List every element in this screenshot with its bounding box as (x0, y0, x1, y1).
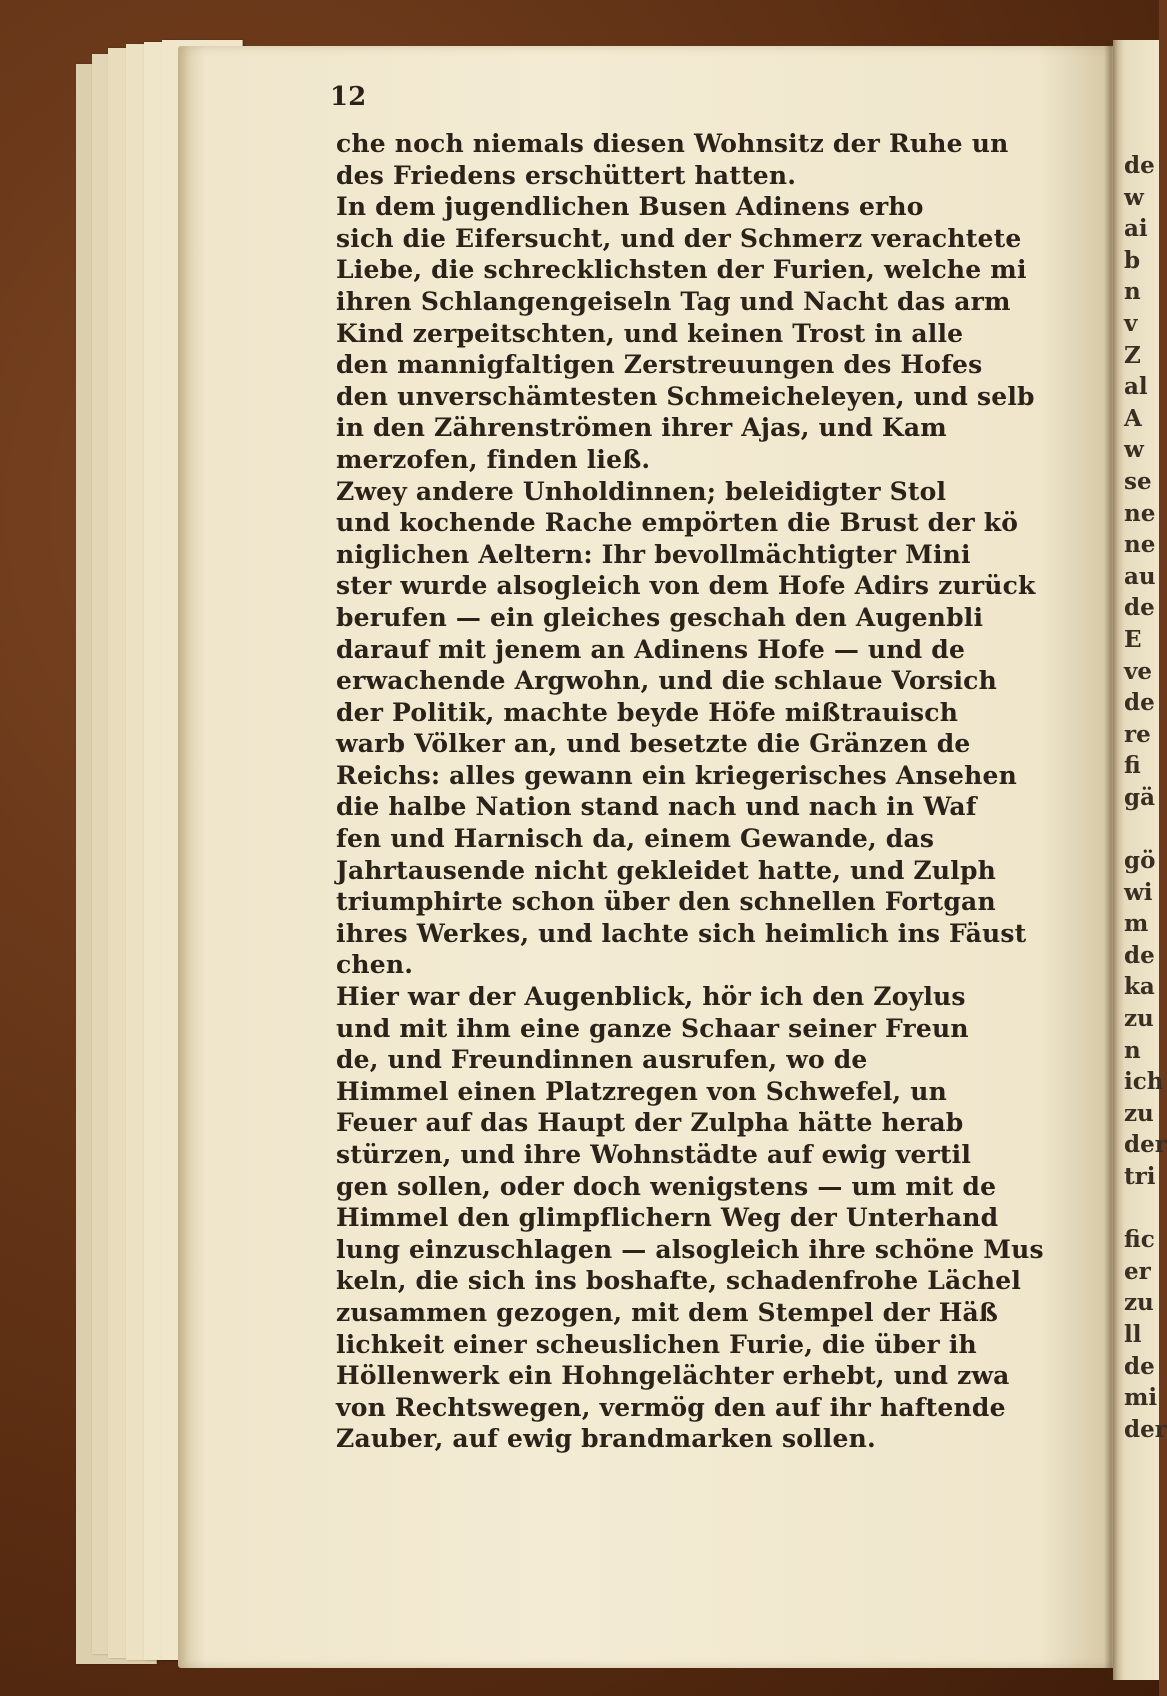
text-line: der Politik, machte beyde Höfe mißtrauisch (336, 697, 959, 727)
text-line: Jahrtausende nicht gekleidet hatte, und Zulph (336, 855, 997, 885)
facing-page-fragment: de (1124, 1352, 1155, 1380)
facing-page-text-fragments (1124, 150, 1167, 1445)
facing-page-fragment: de (1124, 594, 1155, 622)
facing-page-fragment: mi (1124, 1384, 1158, 1412)
facing-page-fragment: fic (1124, 1226, 1155, 1254)
text-line: keln, die sich ins boshafte, schadenfrohe Lächel (336, 1266, 1022, 1296)
text-line: Höllenwerk ein Hohngelächter erhebt, und zwa (336, 1361, 1010, 1391)
facing-page-fragment: gö (1124, 847, 1156, 875)
text-line: stürzen, und ihre Wohnstädte auf ewig vertil (336, 1140, 972, 1169)
facing-page-fragment: m (1124, 910, 1149, 938)
facing-page-fragment: tri (1124, 1163, 1156, 1190)
facing-page-fragment: er (1124, 1257, 1151, 1285)
body-text (336, 128, 1152, 1455)
text-line: lung einzuschlagen — alsogleich ihre schöne Mus (336, 1234, 1044, 1264)
facing-page-fragment: ne (1124, 499, 1156, 527)
text-line: ster wurde alsogleich von dem Hofe Adirs zurück (336, 571, 1036, 601)
text-line: erwachende Argwohn, und die schlaue Vorsich (336, 666, 997, 696)
text-line: und mit ihm eine ganze Schaar seiner Freun (336, 1013, 969, 1043)
facing-page-fragment: gä (1124, 783, 1155, 811)
text-line: lichkeit einer scheuslichen Furie, die über ih (336, 1329, 977, 1359)
facing-page-fragment: zu (1124, 1099, 1154, 1127)
text-line: ihres Werkes, und lachte sich heimlich ins Fäust (336, 918, 1027, 948)
text-line: zusammen gezogen, mit dem Stempel der Häß (336, 1297, 999, 1327)
facing-page-fragment: der (1124, 1415, 1167, 1443)
facing-page-fragment: de (1124, 689, 1155, 717)
text-line: sich die Eifersucht, und der Schmerz verachtete (336, 223, 1022, 253)
text-line: Kind zerpeitschten, und keinen Trost in alle (336, 318, 964, 348)
text-line: in den Zährenströmen ihrer Ajas, und Kam (336, 413, 947, 443)
text-line: chen. (336, 950, 414, 980)
facing-page-fragment: n (1124, 1036, 1141, 1064)
facing-page-fragment: A (1124, 404, 1142, 432)
text-line: des Friedens erschüttert hatten. (336, 160, 797, 190)
text-line: merzofen, finden ließ. (336, 444, 651, 474)
text-line: Himmel den glimpflichern Weg der Unterhand (336, 1203, 999, 1233)
facing-page-fragment: Z (1124, 341, 1141, 369)
text-line: darauf mit jenem an Adinens Hofe — und de (336, 634, 966, 664)
text-line: niglichen Aeltern: Ihr bevollmächtigter Mini (336, 539, 971, 569)
text-line: und kochende Rache empörten die Brust der kö (336, 508, 1019, 538)
text-line: che noch niemals diesen Wohnsitz der Ruhe un (336, 129, 1009, 158)
text-line: Himmel einen Platzregen von Schwefel, un (336, 1076, 947, 1106)
facing-page-fragment: ich (1124, 1068, 1164, 1096)
page-number: 12 (330, 82, 367, 112)
text-line: von Rechtswegen, vermög den auf ihr haftende (336, 1392, 1006, 1422)
facing-page-fragment: ll (1124, 1320, 1142, 1348)
text-line: gen sollen, oder doch wenigstens — um mit de (336, 1171, 997, 1201)
text-line: die halbe Nation stand nach und nach in Waf (336, 792, 977, 822)
facing-page-fragment: ve (1124, 657, 1152, 685)
facing-page-fragment: b (1124, 246, 1141, 274)
facing-page-fragment: de (1124, 152, 1155, 179)
facing-page-fragment: E (1124, 625, 1142, 653)
facing-page-fragment: se (1124, 467, 1152, 495)
text-line: Hier war der Augenblick, hör ich den Zoylus (336, 982, 966, 1012)
text-line: Liebe, die schrecklichsten der Furien, welche mi (336, 255, 1027, 285)
text-line: Feuer auf das Haupt der Zulpha hätte herab (336, 1108, 964, 1138)
facing-page-fragment: v (1124, 309, 1138, 337)
facing-page-fragment: ne (1124, 531, 1156, 559)
facing-page-fragment: n (1124, 278, 1141, 306)
text-line: Zauber, auf ewig brandmarken sollen. (336, 1424, 876, 1454)
facing-page-fragment (1124, 813, 1159, 845)
facing-page-fragment (1124, 1193, 1159, 1225)
facing-page-fragment: re (1124, 720, 1151, 748)
facing-page-fragment: al (1124, 373, 1148, 401)
facing-page-fragment: w (1124, 436, 1144, 464)
text-line: den mannigfaltigen Zerstreuungen des Hofes (336, 350, 983, 380)
text-line: triumphirte schon über den schnellen Fortgan (336, 887, 996, 917)
facing-page-fragment: fi (1124, 752, 1141, 780)
facing-page-fragment: ai (1124, 215, 1148, 243)
text-line: Zwey andere Unholdinnen; beleidigter Stol (336, 476, 947, 506)
text-line: de, und Freundinnen ausrufen, wo de (336, 1045, 868, 1075)
text-line: In dem jugendlichen Busen Adinens erho (336, 192, 924, 222)
text-line: berufen — ein gleiches geschah den Augenbli (336, 602, 984, 632)
facing-page-fragment: wi (1124, 878, 1153, 906)
text-line: ihren Schlangengeiseln Tag und Nacht das arm (336, 286, 1011, 316)
text-line: Reichs: alles gewann ein kriegerisches Ansehen (336, 760, 1018, 790)
facing-page-fragment: au (1124, 562, 1156, 590)
facing-page-fragment: w (1124, 183, 1144, 211)
facing-page-fragment: zu (1124, 1289, 1154, 1317)
facing-page-fragment: der (1124, 1131, 1167, 1159)
facing-page-fragment: de (1124, 941, 1155, 969)
text-line: warb Völker an, und besetzte die Gränzen de (336, 729, 971, 759)
facing-page-fragment: zu (1124, 1005, 1154, 1033)
facing-page-fragment: ka (1124, 973, 1155, 1001)
text-line: fen und Harnisch da, einem Gewande, das (336, 824, 935, 854)
text-line: den unverschämtesten Schmeicheleyen, und selb (336, 381, 1035, 411)
